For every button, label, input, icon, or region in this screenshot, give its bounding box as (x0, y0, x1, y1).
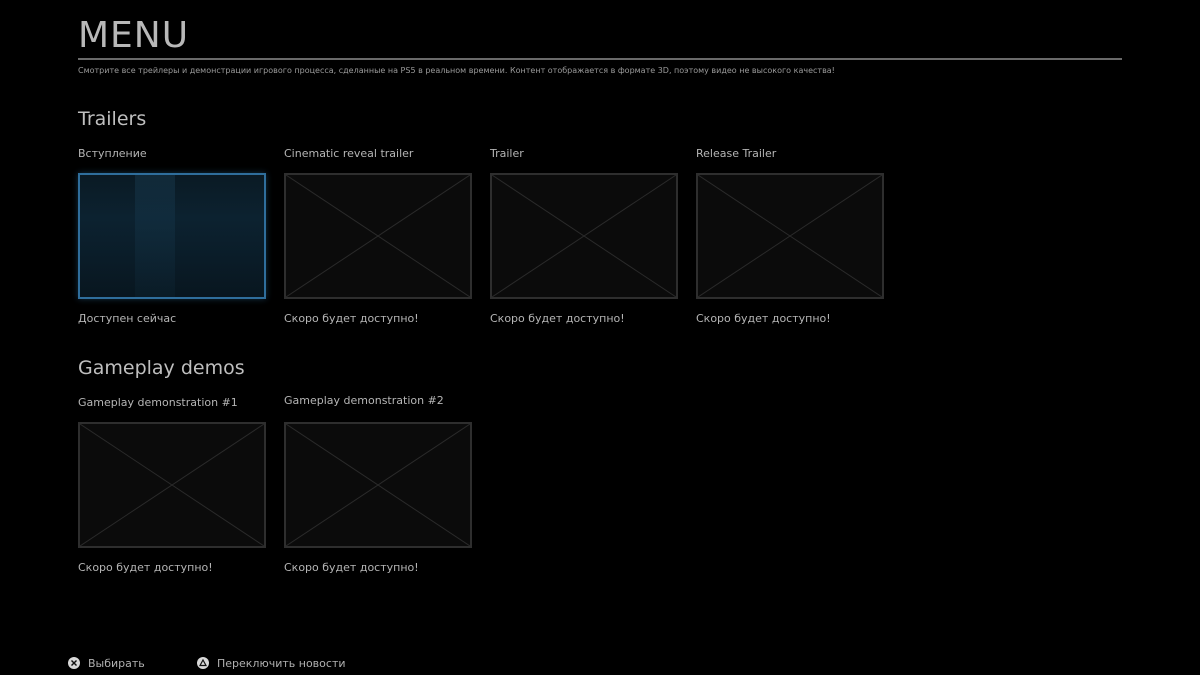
video-card-label: Gameplay demonstration #2 (284, 394, 444, 407)
footer-hint-switch-news[interactable] (197, 655, 346, 671)
cross-button-icon (68, 657, 80, 669)
video-card-label: Вступление (78, 147, 147, 160)
video-card-label: Gameplay demonstration #1 (78, 396, 238, 409)
video-card-status: Скоро будет доступно! (696, 312, 831, 325)
video-thumbnail-placeholder[interactable] (284, 173, 472, 299)
page-title: MENU (78, 15, 190, 56)
video-card-status: Скоро будет доступно! (490, 312, 625, 325)
video-card-label: Cinematic reveal trailer (284, 147, 414, 160)
video-card-label: Trailer (490, 147, 524, 160)
placeholder-cross-icon (286, 424, 470, 546)
placeholder-cross-icon (80, 424, 264, 546)
placeholder-cross-icon (698, 175, 882, 297)
footer-hint-select[interactable] (68, 655, 145, 671)
section-title-trailers: Trailers (78, 108, 147, 130)
video-thumbnail-placeholder[interactable] (696, 173, 884, 299)
video-thumbnail-placeholder[interactable] (78, 422, 266, 548)
video-thumbnail-placeholder[interactable] (284, 422, 472, 548)
placeholder-cross-icon (286, 175, 470, 297)
placeholder-cross-icon (492, 175, 676, 297)
page-subtitle: Смотрите все трейлеры и демонстрации игрового процесса, сделанные на PS5 в реальном времени. Контент отображается в формате 3D, поэтому видео не высокого качества! (78, 66, 835, 75)
footer-hint-label: Переключить новости (217, 656, 346, 670)
video-card-status: Скоро будет доступно! (78, 561, 213, 574)
video-thumbnail[interactable] (78, 173, 266, 299)
video-card-status: Скоро будет доступно! (284, 312, 419, 325)
section-title-gameplay-demos: Gameplay demos (78, 357, 245, 379)
thumbnail-preview-image (135, 175, 175, 297)
video-card-status: Доступен сейчас (78, 312, 177, 325)
video-card-status: Скоро будет доступно! (284, 561, 419, 574)
triangle-button-icon (197, 657, 209, 669)
title-divider (78, 58, 1122, 60)
video-card-label: Release Trailer (696, 147, 777, 160)
footer-hint-label: Выбирать (88, 656, 145, 670)
video-thumbnail-placeholder[interactable] (490, 173, 678, 299)
